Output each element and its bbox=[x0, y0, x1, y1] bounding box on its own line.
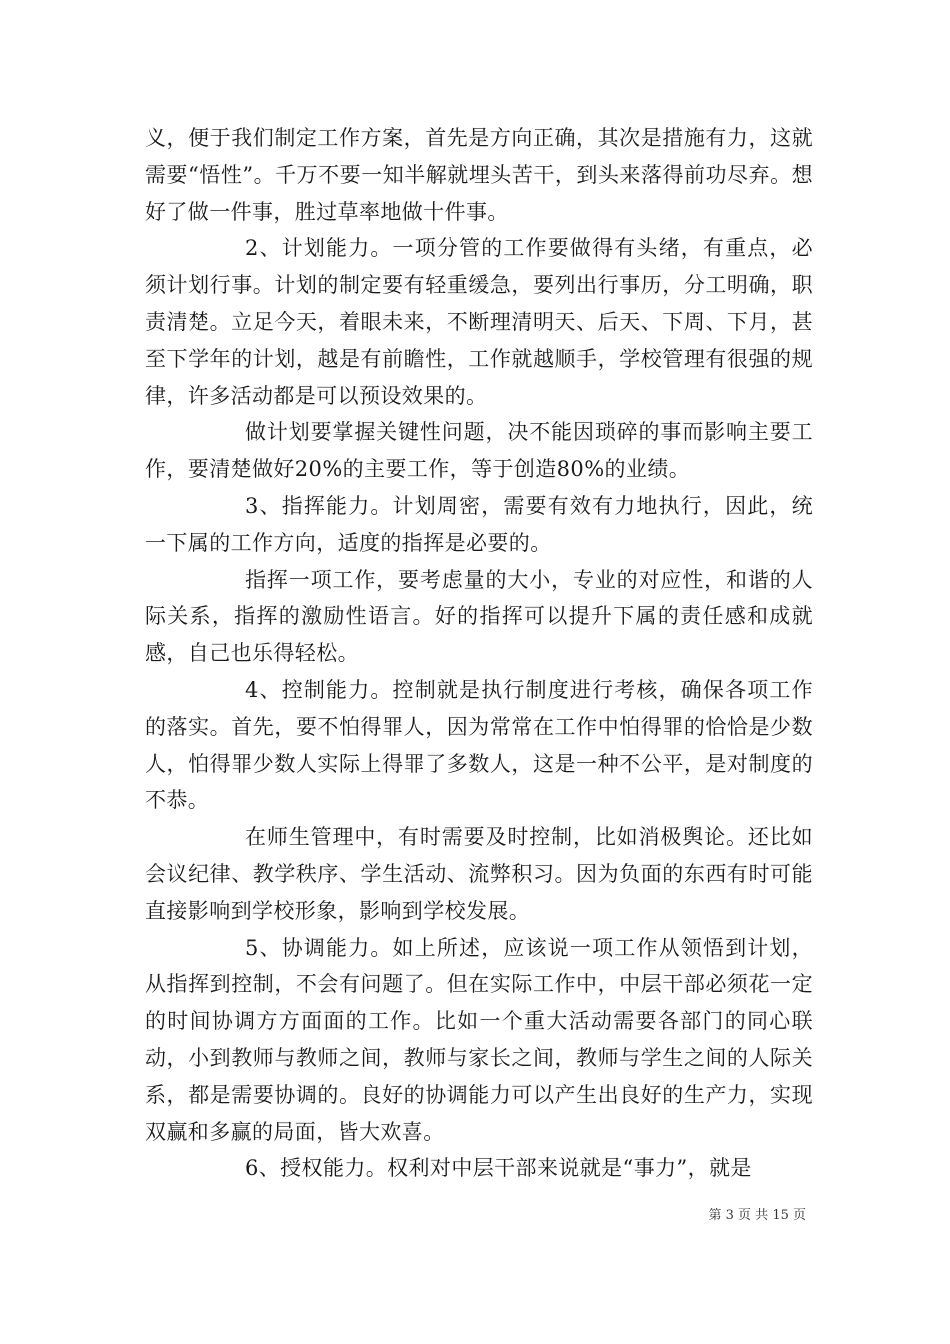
paragraph: 3、指挥能力。计划周密，需要有效有力地执行，因此，统一下属的工作方向，适度的指挥是必要的。 bbox=[145, 493, 813, 555]
document-body bbox=[145, 120, 813, 1187]
paragraph: 5、协调能力。如上所述，应该说一项工作从领悟到计划，从指挥到控制，不会有问题了。但在实际工作中，中层干部必须花一定的时间协调方方面面的工作。比如一个重大活动需要各部门的同心联动，小到教师与教师之间，教师与家长之间，教师与学生之间的人际关系，都是需要协调的。良好的协调能力可以产生出良好的生产力，实现双赢和多赢的局面，皆大欢喜。 bbox=[145, 935, 813, 1144]
paragraph: 6、授权能力。权利对中层干部来说就是“事力”，就是 bbox=[245, 1156, 752, 1181]
paragraph: 指挥一项工作，要考虑量的大小，专业的对应性，和谐的人际关系，指挥的激励性语言。好的指挥可以提升下属的责任感和成就感，自己也乐得轻松。 bbox=[145, 567, 813, 666]
paragraph: 在师生管理中，有时需要及时控制，比如消极舆论。还比如会议纪律、教学秩序、学生活动、流弊积习。因为负面的东西有时可能直接影响到学校形象，影响到学校发展。 bbox=[145, 825, 813, 923]
paragraph: 2、计划能力。一项分管的工作要做得有头绪，有重点，必须计划行事。计划的制定要有轻重缓急，要列出行事历，分工明确，职责清楚。立足今天，着眼未来，不断理清明天、后天、下周、下月，甚至下学年的计划，越是有前瞻性，工作就越顺手，学校管理有很强的规律，许多活动都是可以预设效果的。 bbox=[145, 236, 813, 408]
page-footer bbox=[0, 1204, 806, 1223]
page-number-label: 第 3 页 共 15 页 bbox=[708, 1208, 806, 1223]
paragraph: 义，便于我们制定工作方案，首先是方向正确，其次是措施有力，这就需要“悟性”。千万不要一知半解就埋头苦干，到头来落得前功尽弃。想好了做一件事，胜过草率地做十件事。 bbox=[145, 126, 813, 224]
paragraph: 做计划要掌握关键性问题，决不能因琐碎的事而影响主要工作，要清楚做好20%的主要工作，等于创造80%的业绩。 bbox=[145, 420, 813, 482]
paragraph: 4、控制能力。控制就是执行制度进行考核，确保各项工作的落实。首先，要不怕得罪人，因为常常在工作中怕得罪的恰恰是少数人，怕得罪少数人实际上得罪了多数人，这是一种不公平，是对制度的不恭。 bbox=[145, 677, 813, 813]
